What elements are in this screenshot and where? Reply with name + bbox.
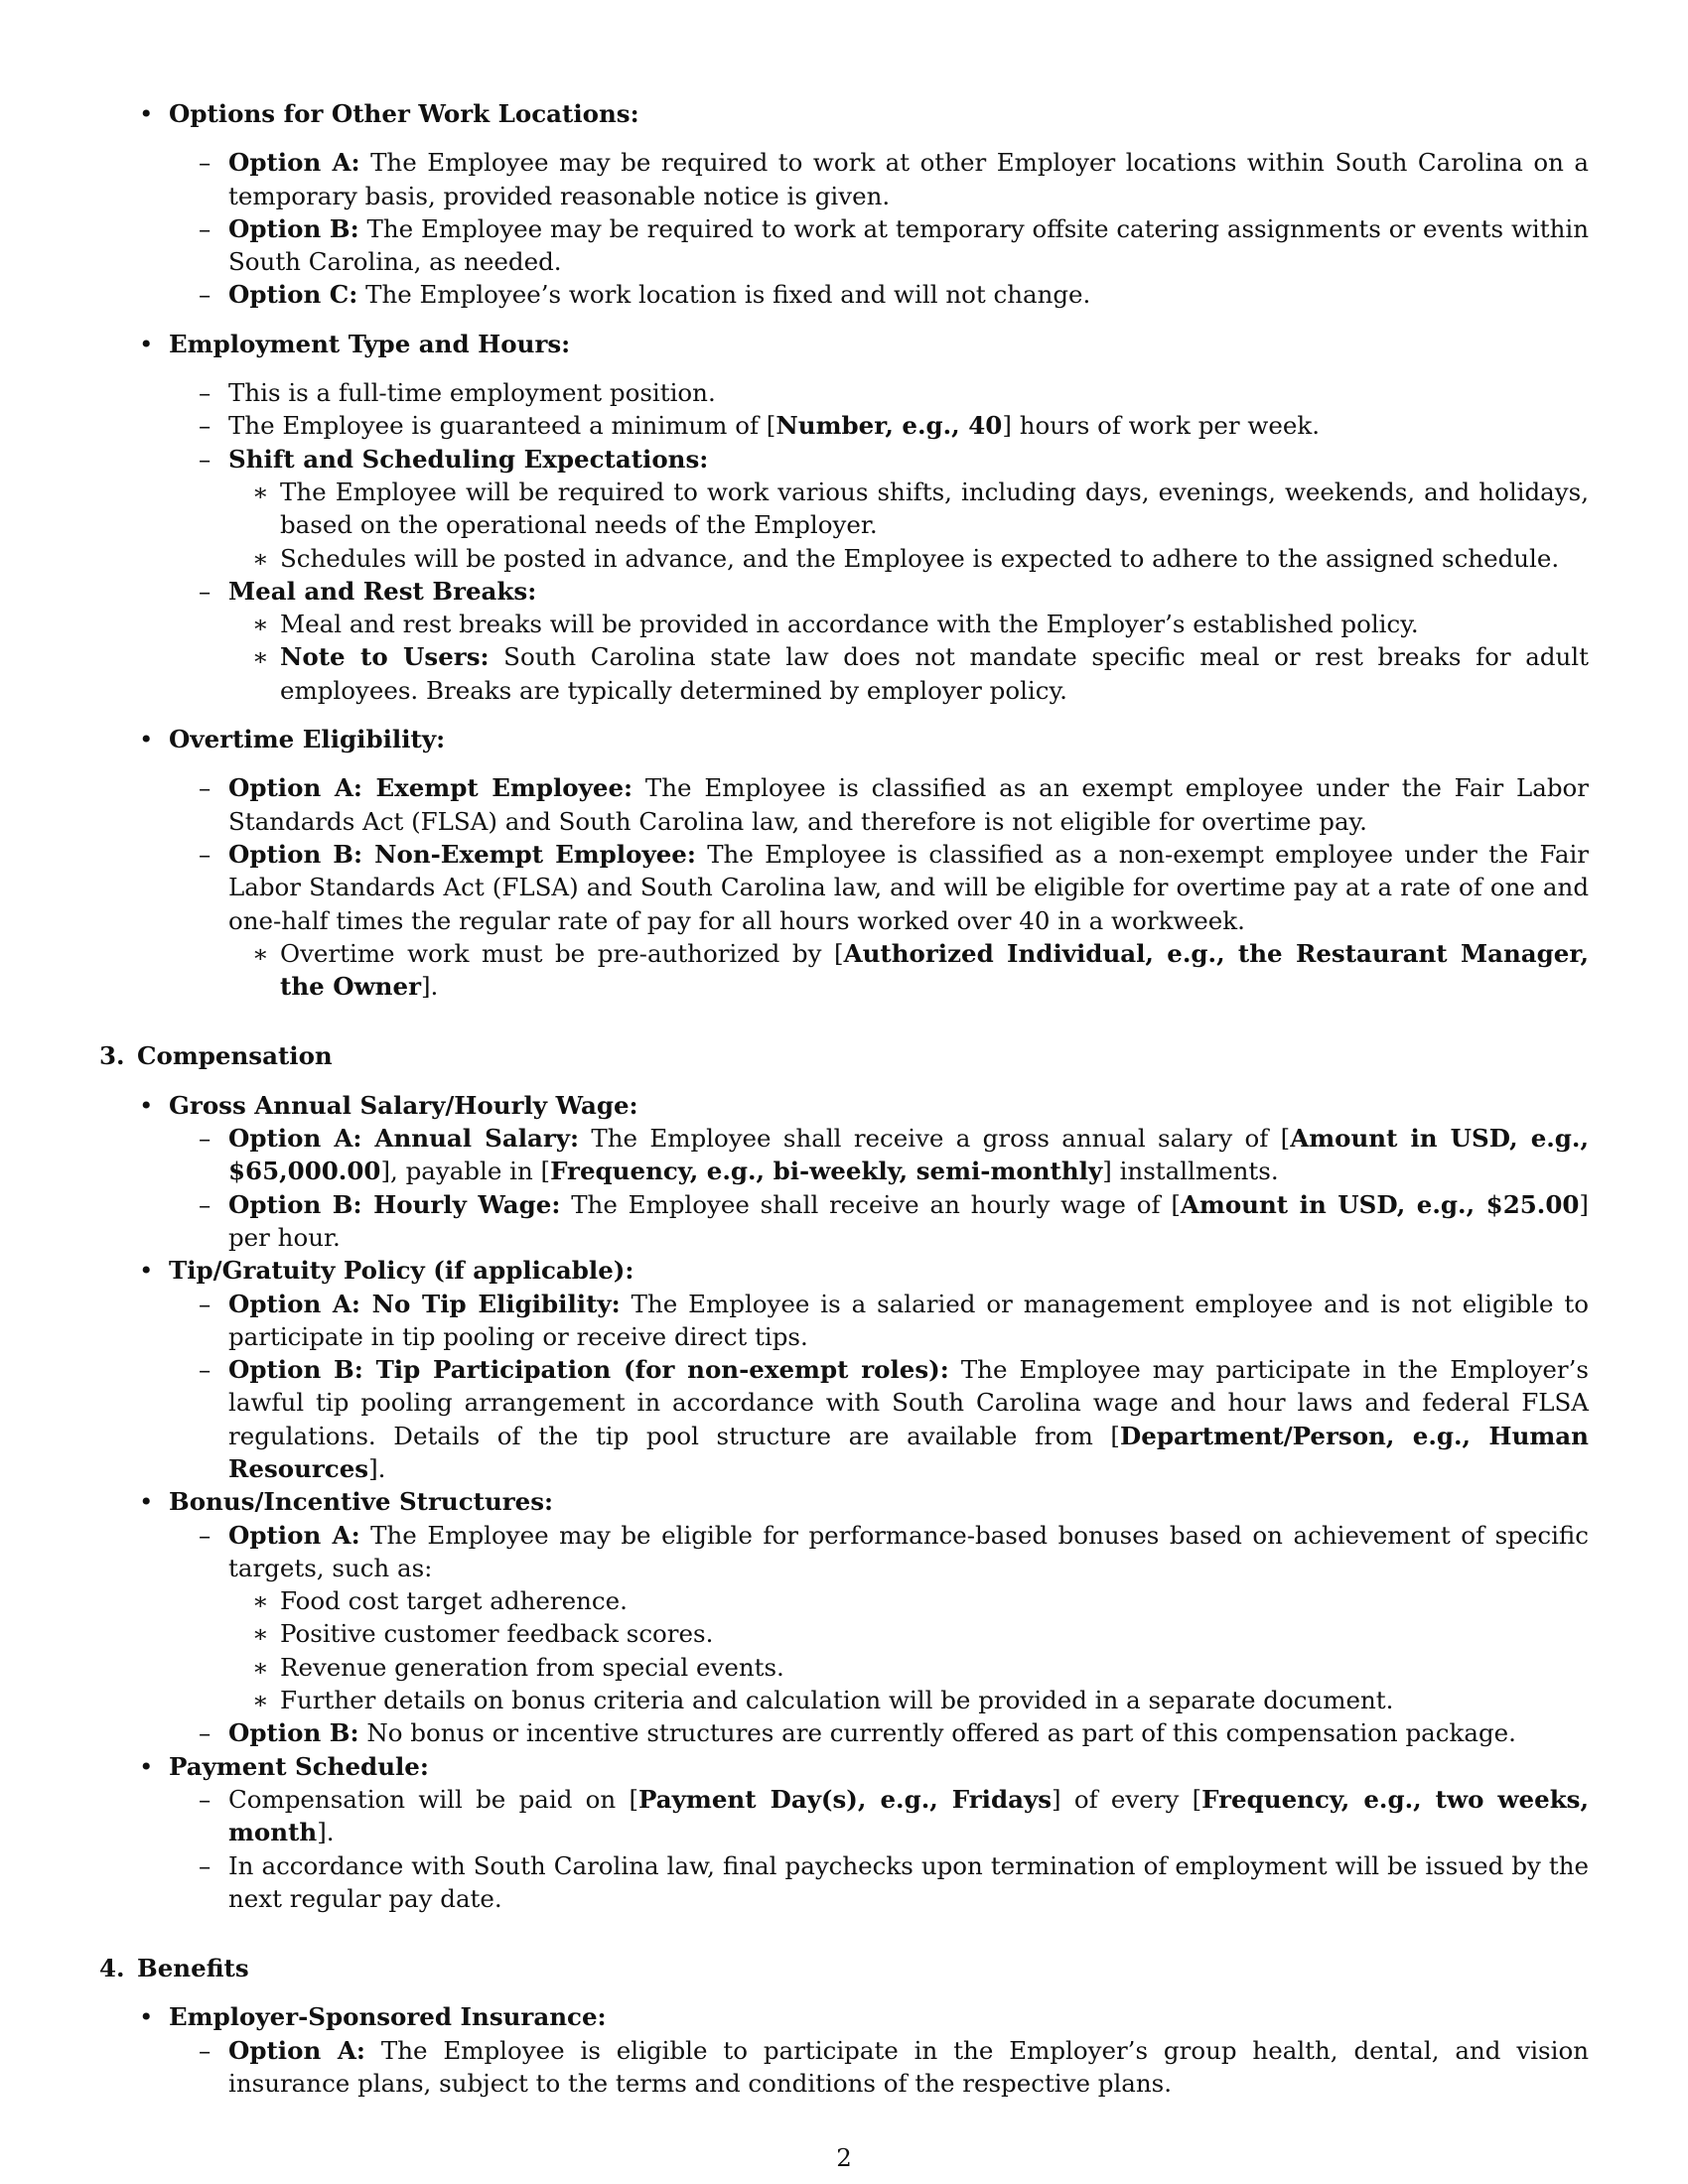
option-text: The Employee is classified as a non-exempt employee under the Fair Labor Standards Act (FLSA) and South Carolina law, and will be eligible for overtime pay at a rate of one and one-half times the regular rate of pay for all hours worked over 40 in a workweek. [228, 839, 1589, 935]
star-marker: ∗ [252, 543, 269, 573]
dash-marker: – [199, 1189, 211, 1219]
star-marker: ∗ [252, 1586, 269, 1616]
option-text: The Employee shall receive a gross annual salary of [ [579, 1124, 1291, 1154]
item-text: Positive customer feedback scores. [280, 1619, 714, 1649]
option-text: The Employee may be required to work at other Employer locations within South Carolina on a temporary basis, provided reasonable notice is given. [228, 148, 1589, 210]
option-text: ] installments. [1102, 1157, 1279, 1186]
dash-marker: – [199, 148, 211, 178]
list-item [99, 1122, 1589, 1188]
star-marker: ∗ [252, 1652, 269, 1682]
dash-marker: – [199, 378, 211, 408]
option-label: Option A: Exempt Employee: [228, 773, 633, 803]
option-text: No bonus or incentive structures are currently offered as part of this compensation package. [358, 1718, 1516, 1748]
dash-marker: – [199, 839, 211, 869]
list-item [99, 443, 1589, 476]
list-item [99, 97, 1589, 130]
item-text: In accordance with South Carolina law, final paychecks upon termination of employment will be issued by the next regular pay date. [228, 1850, 1589, 1913]
list-item [99, 1617, 1589, 1650]
section-number: 4. [99, 1954, 125, 1983]
dash-marker: – [199, 1289, 211, 1318]
option-text: The Employee may be eligible for performance-based bonuses based on achievement of specific targets, such as: [228, 1520, 1589, 1582]
section-heading-compensation [99, 1039, 1589, 1072]
option-label: Option A: No Tip Eligibility: [228, 1289, 621, 1318]
list-item [99, 1783, 1589, 1849]
list-item [99, 376, 1589, 409]
list-item [99, 723, 1589, 755]
bullet-marker: • [139, 1090, 154, 1120]
item-text: This is a full-time employment position. [228, 378, 716, 408]
item-text: ] hours of work per week. [1002, 411, 1321, 441]
item-text: The Employee is guaranteed a minimum of [ [228, 411, 776, 441]
list-item [99, 1651, 1589, 1684]
bullet-marker: • [139, 1751, 154, 1781]
star-marker: ∗ [252, 1686, 269, 1715]
subitem-heading: Meal and Rest Breaks: [228, 576, 537, 606]
item-text: Schedules will be posted in advance, and the Employee is expected to adhere to the assigned schedule. [280, 543, 1560, 573]
dash-marker: – [199, 576, 211, 606]
option-label: Option A: [228, 148, 360, 178]
placeholder-field: Payment Day(s), e.g., Fridays [638, 1784, 1052, 1814]
option-text: ]. [368, 1453, 386, 1483]
item-text: Further details on bonus criteria and calculation will be provided in a separate document. [280, 1686, 1394, 1715]
option-text: The Employee may participate in the Employer’s lawful tip pooling arrangement in accordance with South Carolina wage and hour laws and federal FLSA regulations. Details of the tip pool structure are available from [ [228, 1355, 1589, 1450]
list-item [99, 1254, 1589, 1287]
bullet-marker: • [139, 329, 154, 358]
option-label: Option C: [228, 280, 358, 310]
dash-marker: – [199, 411, 211, 441]
item-heading: Tip/Gratuity Policy (if applicable): [169, 1256, 634, 1286]
option-label: Option B: [228, 1718, 359, 1748]
list-item [99, 575, 1589, 608]
placeholder-field: Amount in USD, e.g., $25.00 [1180, 1189, 1580, 1219]
dash-marker: – [199, 1784, 211, 1814]
item-text: The Employee will be required to work various shifts, including days, evenings, weekends, and holidays, based on the operational needs of the Employer. [280, 477, 1589, 540]
list-item [99, 838, 1589, 937]
star-marker: ∗ [252, 642, 269, 672]
option-label: Option B: Non-Exempt Employee: [228, 839, 696, 869]
section-heading-benefits [99, 1952, 1589, 1984]
placeholder-field: Authorized Individual, e.g., the Restaurant Manager, the Owner [280, 938, 1589, 1002]
subitem-heading: Shift and Scheduling Expectations: [228, 444, 709, 474]
list-item [99, 1089, 1589, 1122]
dash-marker: – [199, 2035, 211, 2065]
star-marker: ∗ [252, 938, 269, 968]
dash-marker: – [199, 1850, 211, 1880]
item-text: ] of every [ [1052, 1784, 1202, 1814]
item-heading: Employment Type and Hours: [169, 329, 571, 358]
dash-marker: – [199, 444, 211, 474]
list-item [99, 771, 1589, 838]
list-item [99, 1288, 1589, 1354]
option-label: Option B: Tip Participation (for non-exempt roles): [228, 1355, 949, 1385]
placeholder-field: Number, e.g., 40 [775, 411, 1003, 441]
option-label: Option A: Annual Salary: [228, 1124, 580, 1154]
list-item [99, 1849, 1589, 1916]
list-item [99, 2034, 1589, 2101]
star-marker: ∗ [252, 1619, 269, 1649]
list-item [99, 409, 1589, 442]
dash-marker: – [199, 1520, 211, 1550]
bullet-marker: • [139, 99, 154, 128]
placeholder-field: Frequency, e.g., two weeks, month [228, 1784, 1589, 1847]
list-item [99, 640, 1589, 707]
item-text: Revenue generation from special events. [280, 1652, 784, 1682]
star-marker: ∗ [252, 610, 269, 639]
option-text: The Employee is classified as an exempt employee under the Fair Labor Standards Act (FLSA) and South Carolina law, and therefore is not eligible for overtime pay. [228, 773, 1590, 836]
list-item [99, 212, 1589, 279]
document-body [99, 97, 1589, 2100]
list-item [99, 1188, 1589, 1255]
item-text: Food cost target adherence. [280, 1586, 628, 1616]
option-label: Option B: [228, 213, 359, 243]
dash-marker: – [199, 1718, 211, 1748]
dash-marker: – [199, 1355, 211, 1385]
option-text: The Employee is eligible to participate in the Employer’s group health, dental, and vision insurance plans, subject to the terms and conditions of the respective plans. [228, 2035, 1589, 2099]
item-text: Overtime work must be pre-authorized by [ [280, 938, 844, 968]
list-item [99, 542, 1589, 575]
option-text: The Employee’s work location is fixed and will not change. [357, 280, 1091, 310]
placeholder-field: Department/Person, e.g., Human Resources [228, 1421, 1589, 1483]
option-text: The Employee may be required to work at temporary offsite catering assignments or events within South Carolina, as needed. [228, 213, 1589, 277]
item-text: Meal and rest breaks will be provided in accordance with the Employer’s established policy. [280, 610, 1419, 639]
list-item [99, 1353, 1589, 1485]
item-heading: Bonus/Incentive Structures: [169, 1487, 554, 1517]
bullet-marker: • [139, 1487, 154, 1517]
item-heading: Options for Other Work Locations: [169, 99, 639, 128]
list-item [99, 278, 1589, 311]
item-text: South Carolina state law does not mandate specific meal or rest breaks for adult employees. Breaks are typically determined by employer policy. [280, 642, 1589, 705]
page-number: 2 [836, 2143, 852, 2172]
item-text: ]. [421, 972, 439, 1002]
section-number: 3. [99, 1041, 125, 1071]
note-label: Note to Users: [280, 642, 490, 672]
option-label: Option A: [228, 2035, 365, 2065]
option-text: ], payable in [ [380, 1157, 551, 1186]
item-text: Compensation will be paid on [ [228, 1784, 639, 1814]
section-title: Compensation [137, 1041, 333, 1071]
option-label: Option A: [228, 1520, 360, 1550]
option-label: Option B: Hourly Wage: [228, 1189, 561, 1219]
option-text: ] per hour. [228, 1189, 1589, 1252]
list-item [99, 328, 1589, 360]
item-heading: Payment Schedule: [169, 1751, 429, 1781]
option-text: The Employee is a salaried or management employee and is not eligible to participate in tip pooling or receive direct tips. [228, 1289, 1589, 1351]
dash-marker: – [199, 213, 211, 243]
dash-marker: – [199, 773, 211, 803]
list-item [99, 1716, 1589, 1749]
item-text: ]. [317, 1818, 335, 1847]
placeholder-field: Frequency, e.g., bi-weekly, semi-monthly [550, 1157, 1103, 1186]
list-item [99, 146, 1589, 212]
placeholder-field: Amount in USD, e.g., $65,000.00 [228, 1124, 1589, 1186]
list-item [99, 1684, 1589, 1716]
list-item [99, 2000, 1589, 2033]
bullet-marker: • [139, 1256, 154, 1286]
list-item [99, 608, 1589, 640]
dash-marker: – [199, 1124, 211, 1154]
list-item [99, 937, 1589, 1004]
item-heading: Overtime Eligibility: [169, 725, 446, 754]
list-item [99, 476, 1589, 542]
dash-marker: – [199, 280, 211, 310]
item-heading: Gross Annual Salary/Hourly Wage: [169, 1090, 638, 1120]
list-item [99, 1485, 1589, 1518]
bullet-marker: • [139, 2002, 154, 2032]
list-item [99, 1584, 1589, 1617]
bullet-marker: • [139, 725, 154, 754]
list-item [99, 1519, 1589, 1585]
star-marker: ∗ [252, 477, 269, 506]
item-heading: Employer-Sponsored Insurance: [169, 2002, 607, 2032]
list-item [99, 1750, 1589, 1783]
section-title: Benefits [137, 1954, 249, 1983]
option-text: The Employee shall receive an hourly wage of [ [560, 1189, 1181, 1219]
